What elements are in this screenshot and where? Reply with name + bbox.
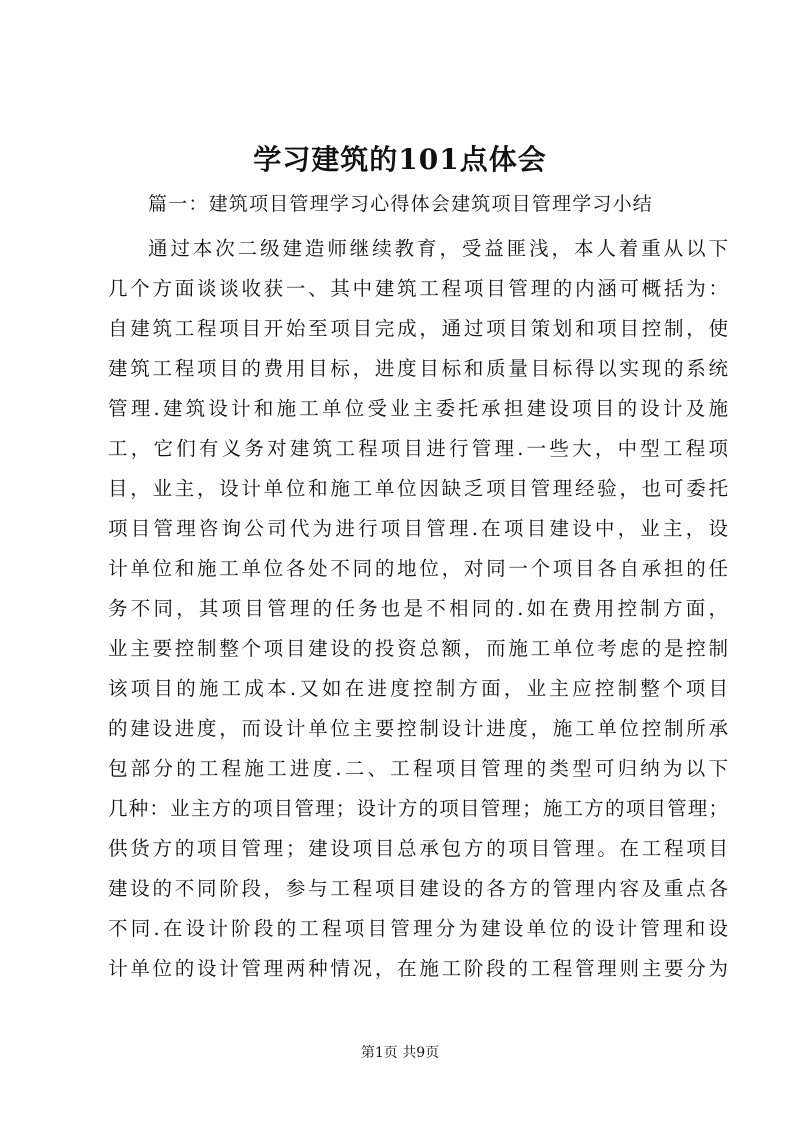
text-line: 自建筑工程项目开始至项目完成，通过项目策划和项目控制，使 (108, 317, 728, 340)
text-line: 计单位的设计管理两种情况，在施工阶段的工程管理则主要分为 (108, 957, 728, 980)
text-line: 建筑工程项目的费用目标，进度目标和质量目标得以实现的系统 (108, 357, 728, 380)
text-line: 计单位和施工单位各处不同的地位，对同一个项目各自承担的任 (108, 557, 728, 580)
text-line: 的建设进度，而设计单位主要控制设计进度，施工单位控制所承 (108, 717, 728, 740)
document-title: 学习建筑的101点体会 (253, 143, 547, 176)
text-line: 业主要控制整个项目建设的投资总额，而施工单位考虑的是控制 (108, 637, 728, 660)
text-line: 几种：业主方的项目管理；设计方的项目管理；施工方的项目管理； (108, 797, 728, 820)
page-footer: 第1页 共9页 (360, 1045, 440, 1061)
text-line: 项目管理咨询公司代为进行项目管理.在项目建设中，业主，设 (108, 517, 728, 540)
text-line: 务不同，其项目管理的任务也是不相同的.如在费用控制方面， (108, 597, 728, 620)
text-line: 通过本次二级建造师继续教育，受益匪浅，本人着重从以下 (148, 237, 728, 260)
text-line: 管理.建筑设计和施工单位受业主委托承担建设项目的设计及施 (108, 397, 728, 420)
text-line: 工，它们有义务对建筑工程项目进行管理.一些大，中型工程项 (108, 437, 728, 460)
text-line: 该项目的施工成本.又如在进度控制方面，业主应控制整个项目 (108, 677, 728, 700)
body-paragraph (108, 229, 728, 989)
text-line: 建设的不同阶段，参与工程项目建设的各方的管理内容及重点各 (108, 877, 728, 900)
text-line: 目，业主，设计单位和施工单位因缺乏项目管理经验，也可委托 (108, 477, 728, 500)
text-line: 供货方的项目管理；建设项目总承包方的项目管理。在工程项目 (108, 837, 728, 860)
text-line: 几个方面谈谈收获一、其中建筑工程项目管理的内涵可概括为： (108, 277, 728, 300)
text-line: 包部分的工程施工进度.二、工程项目管理的类型可归纳为以下 (108, 757, 728, 780)
text-line: 不同.在设计阶段的工程项目管理分为建设单位的设计管理和设 (108, 917, 728, 940)
document-subtitle: 篇一：建筑项目管理学习心得体会建筑项目管理学习小结 (148, 193, 654, 215)
